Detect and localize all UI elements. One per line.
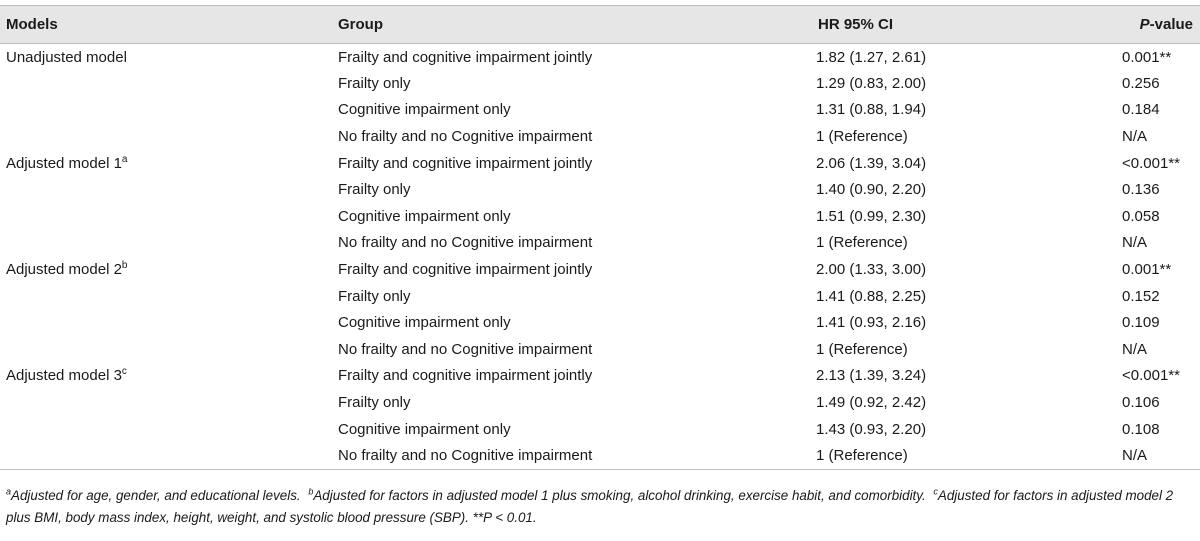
footnote-a-text: Adjusted for age, gender, and educational levels. [11,488,301,503]
cell-model [0,416,332,443]
table-row [0,203,1200,230]
header-pvalue-p: P [1139,16,1150,33]
table-row [0,336,1200,363]
header-models: Models [0,6,332,44]
cell-hr: 2.13 (1.39, 3.24) [816,367,927,385]
model-label: Adjusted model 1 [6,154,122,172]
cell-hr: 1 (Reference) [816,234,908,252]
cell-pvalue [1112,309,1200,336]
cell-pvalue [1112,230,1200,257]
pvalue-text: 0.106 [1122,394,1160,412]
cell-group: Frailty and cognitive impairment jointly [338,367,593,385]
header-hr: HR 95% CI [812,6,1112,44]
cell-model [0,309,332,336]
pvalue-text: 0.001** [1122,261,1172,279]
cell-group: Frailty only [338,74,411,92]
cell-hr: 1.51 (0.99, 2.30) [816,207,927,225]
footnote-c-mark: c [933,486,938,497]
table-row [0,123,1200,150]
model-label: Adjusted model 3 [6,367,122,385]
table-row [0,44,1200,71]
cell-group: No frailty and no Cognitive impairment [338,128,593,146]
model-footnote-mark: a [121,153,128,165]
cell-model [0,44,332,71]
pvalue-text: 0.184 [1122,101,1160,119]
header-group: Group [332,6,812,44]
table-row [0,70,1200,97]
cell-group: Cognitive impairment only [338,101,511,119]
model-label: Unadjusted model [6,48,127,66]
table-row [0,309,1200,336]
table-row [0,256,1200,283]
cell-hr: 1.41 (0.93, 2.16) [816,314,927,332]
cell-hr: 1 (Reference) [816,128,908,146]
cell-group: Frailty and cognitive impairment jointly [338,154,593,172]
header-pvalue [1112,6,1200,44]
cell-model [0,123,332,150]
table-row [0,150,1200,177]
pvalue-text: 0.001** [1122,48,1172,66]
cell-pvalue [1112,44,1200,71]
cell-hr: 1.82 (1.27, 2.61) [816,48,927,66]
pvalue-text: 0.109 [1122,314,1160,332]
table-row [0,97,1200,124]
cell-pvalue [1112,203,1200,230]
cell-model [0,389,332,416]
cell-pvalue [1112,416,1200,443]
table-row [0,442,1200,469]
footnote-a-mark: a [6,486,12,497]
model-label: Adjusted model 2 [6,261,122,279]
cell-model [0,97,332,124]
table-row [0,176,1200,203]
cell-model [0,70,332,97]
cell-pvalue [1112,150,1200,177]
cell-group: Frailty only [338,394,411,412]
cell-model [0,176,332,203]
cell-pvalue [1112,363,1200,390]
cell-pvalue [1112,389,1200,416]
pvalue-text: N/A [1122,234,1148,252]
cell-group: Frailty only [338,181,411,199]
table-header [0,6,1200,44]
cell-hr: 1.29 (0.83, 2.00) [816,74,927,92]
cell-model [0,336,332,363]
pvalue-text: <0.001** [1122,367,1180,385]
cell-model [0,283,332,310]
results-table [0,5,1200,470]
pvalue-text: 0.136 [1122,181,1160,199]
cell-group: Cognitive impairment only [338,207,511,225]
pvalue-text: 0.256 [1122,74,1160,92]
footnote-b-mark: b [308,486,314,497]
cell-pvalue [1112,283,1200,310]
cell-group: Frailty only [338,287,411,305]
cell-hr: 1.49 (0.92, 2.42) [816,394,927,412]
cell-pvalue [1112,336,1200,363]
cell-model [0,442,332,469]
cell-hr: 1 (Reference) [812,442,1112,469]
cell-model [0,363,332,390]
table-row [0,416,1200,443]
table-row [0,363,1200,390]
model-footnote-mark: b [121,260,128,272]
table-row [0,389,1200,416]
pvalue-text: N/A [1122,340,1148,358]
cell-pvalue [1112,97,1200,124]
pvalue-text: <0.001** [1122,154,1180,172]
cell-group: Cognitive impairment only [338,420,511,438]
cell-hr: 1.41 (0.88, 2.25) [816,287,927,305]
cell-pvalue [1112,70,1200,97]
cell-hr: 2.06 (1.39, 3.04) [816,154,927,172]
cell-hr: 1.43 (0.93, 2.20) [816,420,927,438]
cell-group: Frailty and cognitive impairment jointly [338,48,593,66]
cell-hr: 2.00 (1.33, 3.00) [816,261,927,279]
footnote-c-text: Adjusted for factors in adjusted model 2 plus BMI, body mass index, height, weight, and systolic blood pressure (SBP). **P < 0.01. [6,488,1174,525]
table-body [0,44,1200,470]
cell-model [0,230,332,257]
pvalue-text: N/A [1122,446,1148,464]
table-row [0,230,1200,257]
cell-group: No frailty and no Cognitive impairment [338,340,593,358]
pvalue-text: 0.152 [1122,287,1160,305]
table-footnotes [6,485,1194,529]
cell-hr: 1.40 (0.90, 2.20) [816,181,927,199]
cell-group: Cognitive impairment only [338,314,511,332]
model-footnote-mark: c [121,366,127,378]
footnote-b-text: Adjusted for factors in adjusted model 1 plus smoking, alcohol drinking, exercise habit, and comorbidity. [313,488,926,503]
cell-model [0,203,332,230]
cell-pvalue [1112,442,1200,469]
pvalue-text: N/A [1122,128,1148,146]
cell-model [0,256,332,283]
cell-group: No frailty and no Cognitive impairment [338,234,593,252]
header-row [0,6,1200,44]
cell-pvalue [1112,123,1200,150]
header-pvalue-rest: -value [1149,16,1193,33]
pvalue-text: 0.108 [1122,420,1160,438]
cell-group: No frailty and no Cognitive impairment [332,442,812,469]
table-row [0,283,1200,310]
cell-pvalue [1112,256,1200,283]
pvalue-text: 0.058 [1122,207,1160,225]
cell-model [0,150,332,177]
cell-hr: 1 (Reference) [816,340,908,358]
cell-group: Frailty and cognitive impairment jointly [338,261,593,279]
cell-hr: 1.31 (0.88, 1.94) [816,101,927,119]
cell-pvalue [1112,176,1200,203]
